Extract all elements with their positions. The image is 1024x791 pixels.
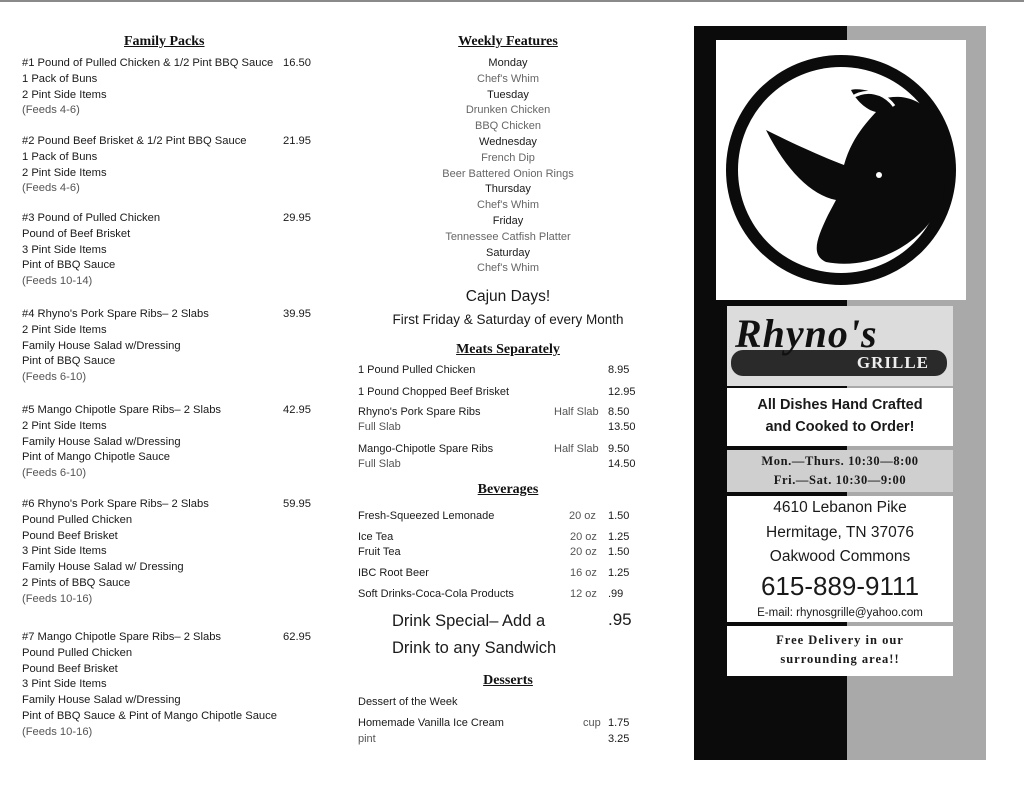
family-pack-6 — [22, 497, 322, 608]
beverage-price: 1.50 — [608, 510, 630, 522]
address-line-1: 4610 Lebanon Pike — [773, 499, 907, 516]
dessert-price: 1.75 — [608, 717, 630, 729]
pack-feeds: (Feeds 4-6) — [22, 104, 80, 117]
dessert-name: Dessert of the Week — [358, 696, 458, 708]
pack-line: Pint of Mango Chipotle Sauce — [22, 451, 171, 464]
phone-number: 615-889-9111 — [760, 570, 920, 601]
beverage-name: Fruit Tea — [358, 546, 401, 558]
pack-line: 3 Pint Side Items — [22, 545, 107, 558]
beverage-size: 20 oz — [570, 546, 597, 558]
pack-line: Family House Salad w/ Dressing — [22, 561, 184, 574]
meat-price: 8.95 — [608, 364, 630, 376]
weekly-day: Thursday — [485, 183, 531, 196]
rhino-head-icon — [716, 40, 966, 300]
beverage-name: Fresh-Squeezed Lemonade — [358, 510, 495, 522]
weekly-day: Monday — [488, 57, 528, 69]
weekly-item: Chef's Whim — [477, 72, 539, 85]
beverage-size: 20 oz — [569, 510, 596, 522]
pack-feeds: (Feeds 10-16) — [22, 725, 93, 738]
meat-row — [358, 457, 648, 473]
weekly-day: Wednesday — [479, 135, 537, 148]
logo-box — [716, 40, 966, 300]
beverage-row — [358, 587, 648, 603]
contact-block — [727, 496, 953, 622]
pack-price: 21.95 — [283, 135, 311, 147]
weekly-item: Tennessee Catfish Platter — [445, 230, 571, 243]
pack-line: Pound of Beef Brisket — [22, 227, 131, 240]
top-border — [0, 0, 1024, 2]
pack-price: 39.95 — [283, 308, 311, 320]
address-line-3: Oakwood Commons — [769, 548, 911, 565]
beverage-name: Soft Drinks-Coca-Cola Products — [358, 588, 514, 600]
beverage-name: IBC Root Beer — [358, 567, 429, 579]
meat-price: 12.95 — [608, 386, 636, 398]
delivery-line-1: Free Delivery in our — [776, 633, 904, 647]
family-pack-4 — [22, 307, 322, 386]
pack-price: 29.95 — [283, 212, 311, 224]
tagline-block — [727, 388, 953, 446]
drink-special-price: .95 — [608, 610, 632, 629]
beverage-row — [358, 545, 648, 561]
meat-row — [358, 442, 648, 458]
pack-line: Pint of BBQ Sauce — [22, 355, 116, 368]
desserts-heading: Desserts — [483, 673, 533, 688]
cajun-days-title: Cajun Days! — [465, 288, 551, 305]
meat-price: 13.50 — [608, 421, 636, 433]
dessert-name: Homemade Vanilla Ice Cream — [358, 717, 504, 729]
cajun-days-subtitle: First Friday & Saturday of every Month — [392, 312, 624, 327]
pack-line: Pound Beef Brisket — [22, 662, 118, 675]
pack-line: #1 Pound of Pulled Chicken & 1/2 Pint BBQ Sauce — [22, 57, 274, 69]
meat-price: 9.50 — [608, 443, 630, 455]
logo-subtext: GRILLE — [856, 353, 929, 372]
logo-wordmark — [727, 306, 953, 386]
meat-row — [358, 405, 648, 421]
dessert-row — [358, 695, 648, 711]
dessert-row — [358, 732, 648, 748]
beverage-size: 20 oz — [570, 531, 597, 543]
family-packs-heading: Family Packs — [124, 34, 205, 49]
meat-row — [358, 420, 648, 436]
weekly-item: Chef's Whim — [477, 262, 539, 275]
weekly-item: Beer Battered Onion Rings — [442, 167, 574, 180]
pack-feeds: (Feeds 10-14) — [22, 275, 93, 288]
hours-block — [727, 450, 953, 492]
beverages-heading: Beverages — [477, 482, 539, 497]
pack-line: 2 Pint Side Items — [22, 323, 107, 336]
pack-line: #5 Mango Chipotle Spare Ribs– 2 Slabs — [22, 404, 222, 416]
weekly-item: French Dip — [481, 151, 535, 164]
pack-line: #2 Pound Beef Brisket & 1/2 Pint BBQ Sauce — [22, 135, 247, 147]
pack-line: Pint of BBQ Sauce — [22, 259, 116, 272]
meat-name: Full Slab — [358, 458, 401, 470]
pack-price: 42.95 — [283, 404, 311, 416]
delivery-block — [727, 626, 953, 676]
drink-special-line-2: Drink to any Sandwich — [392, 639, 557, 657]
pack-line: #7 Mango Chipotle Spare Ribs– 2 Slabs — [22, 631, 222, 643]
dessert-name: pint — [358, 733, 376, 745]
pack-line: Pound Pulled Chicken — [22, 513, 133, 526]
meat-row — [358, 363, 648, 379]
pack-line: Pound Pulled Chicken — [22, 646, 133, 659]
pack-feeds: (Feeds 6-10) — [22, 371, 87, 384]
weekly-features-list — [358, 56, 658, 277]
meat-name: 1 Pound Chopped Beef Brisket — [358, 386, 510, 398]
beverage-price: 1.50 — [608, 546, 630, 558]
pack-feeds: (Feeds 6-10) — [22, 467, 87, 480]
weekly-item: Chef's Whim — [477, 199, 539, 212]
beverage-name: Ice Tea — [358, 531, 394, 543]
beverage-price: .99 — [608, 588, 624, 600]
pack-line: 2 Pints of BBQ Sauce — [22, 576, 131, 589]
pack-line: 2 Pint Side Items — [22, 419, 107, 432]
address-line-2: Hermitage, TN 37076 — [766, 523, 914, 541]
dessert-size: cup — [583, 717, 601, 729]
dessert-price: 3.25 — [608, 733, 630, 745]
pack-line: 2 Pint Side Items — [22, 166, 107, 179]
meat-name: Rhyno's Pork Spare Ribs — [358, 406, 481, 418]
family-pack-3 — [22, 211, 322, 290]
pack-line: #6 Rhyno's Pork Spare Ribs– 2 Slabs — [22, 498, 209, 510]
beverage-price: 1.25 — [608, 531, 630, 543]
hours-line-2: Fri.—Sat. 10:30—9:00 — [773, 473, 907, 487]
pack-price: 62.95 — [283, 631, 311, 643]
pack-price: 16.50 — [283, 57, 311, 69]
weekly-features-heading: Weekly Features — [458, 34, 558, 49]
meat-price: 8.50 — [608, 406, 630, 418]
meat-portion: Half Slab — [554, 406, 599, 418]
meat-portion: Half Slab — [554, 443, 599, 455]
pack-line: 1 Pack of Buns — [22, 72, 98, 85]
tagline-line-2: and Cooked to Order! — [765, 419, 915, 435]
pack-line: 3 Pint Side Items — [22, 678, 107, 691]
family-pack-1 — [22, 56, 322, 119]
pack-line: Family House Salad w/Dressing — [22, 435, 181, 448]
tagline-line-1: All Dishes Hand Crafted — [757, 397, 923, 413]
family-pack-7 — [22, 630, 322, 741]
family-pack-5 — [22, 403, 322, 482]
drink-special-line-1: Drink Special– Add a — [392, 612, 546, 630]
beverage-row — [358, 530, 648, 546]
pack-line: 2 Pint Side Items — [22, 88, 107, 101]
pack-line: 3 Pint Side Items — [22, 243, 107, 256]
meat-name: Full Slab — [358, 421, 401, 433]
brochure-cover-panel — [694, 26, 986, 760]
weekly-item: BBQ Chicken — [474, 120, 542, 133]
weekly-day: Saturday — [485, 246, 531, 259]
weekly-day: Friday — [492, 214, 524, 227]
meats-heading: Meats Separately — [456, 342, 560, 357]
pack-line: Family House Salad w/Dressing — [22, 339, 181, 352]
beverage-size: 12 oz — [570, 588, 597, 600]
weekly-item: Drunken Chicken — [465, 104, 551, 117]
pack-line: #4 Rhyno's Pork Spare Ribs– 2 Slabs — [22, 308, 209, 320]
meat-name: 1 Pound Pulled Chicken — [358, 364, 476, 376]
logo-text: Rhyno's — [735, 311, 878, 356]
pack-line: Pint of BBQ Sauce & Pint of Mango Chipotle Sauce — [22, 709, 277, 722]
pack-feeds: (Feeds 4-6) — [22, 182, 80, 195]
pack-line: 1 Pack of Buns — [22, 150, 98, 163]
pack-line: Pound Beef Brisket — [22, 529, 118, 542]
weekly-day: Tuesday — [487, 88, 529, 101]
delivery-line-2: surrounding area!! — [780, 652, 900, 666]
hours-line-1: Mon.—Thurs. 10:30—8:00 — [761, 454, 919, 468]
beverage-row — [358, 566, 648, 582]
pack-feeds: (Feeds 10-16) — [22, 592, 93, 605]
beverage-row — [358, 509, 648, 525]
meat-row — [358, 385, 648, 401]
family-pack-2 — [22, 134, 322, 197]
pack-line: Family House Salad w/Dressing — [22, 694, 181, 707]
pack-price: 59.95 — [283, 498, 311, 510]
dessert-row — [358, 716, 648, 732]
beverage-price: 1.25 — [608, 567, 630, 579]
meat-name: Mango-Chipotle Spare Ribs — [358, 443, 494, 455]
email-address: E-mail: rhynosgrille@yahoo.com — [757, 606, 923, 619]
meat-price: 14.50 — [608, 458, 636, 470]
beverage-size: 16 oz — [570, 567, 597, 579]
pack-line: #3 Pound of Pulled Chicken — [22, 212, 161, 224]
